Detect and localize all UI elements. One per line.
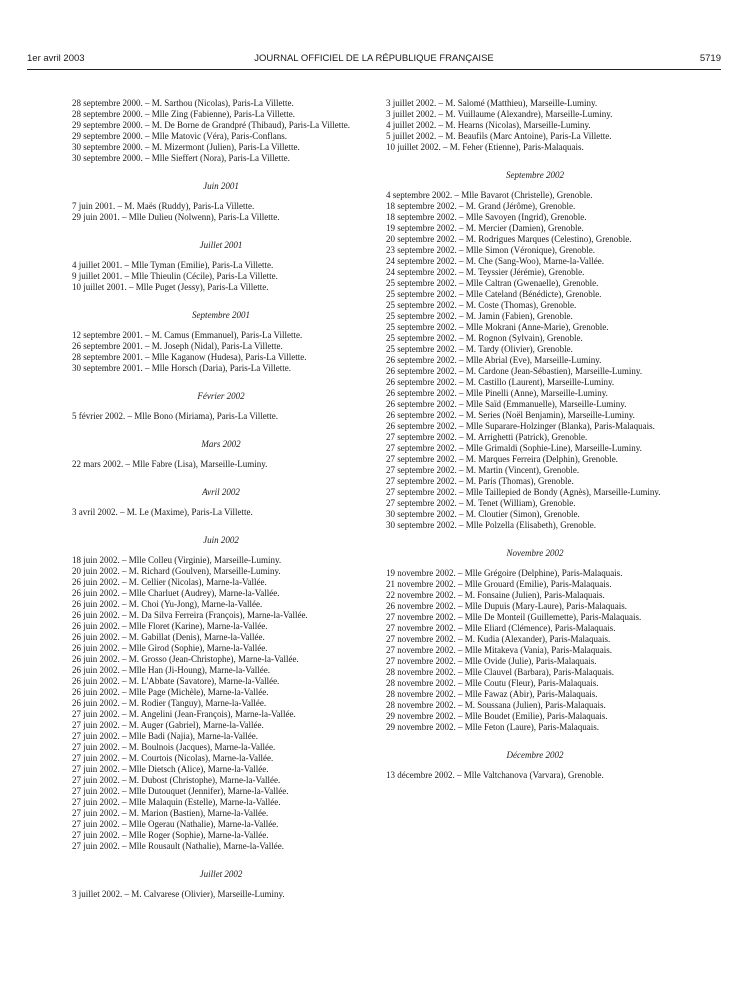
list-item: 27 juin 2002. – M. Courtois (Nicolas), Marne-la-Vallée.	[72, 753, 274, 763]
list-item: 26 juin 2002. – M. L'Abbate (Savatore), Marne-la-Vallée.	[72, 676, 280, 686]
list-item: 4 septembre 2002. – Mlle Bavarot (Christelle), Grenoble.	[386, 190, 593, 200]
list-item: 13 décembre 2002. – Mlle Valtchanova (Varvara), Grenoble.	[386, 770, 604, 780]
list-item: 28 novembre 2002. – M. Soussana (Julien), Paris-Malaquais.	[386, 700, 606, 710]
list-item: 27 septembre 2002. – M. Marques Ferreira (Delphin), Grenoble.	[386, 454, 618, 464]
list-item: 27 novembre 2002. – M. Kudia (Alexander), Paris-Malaquais.	[386, 634, 611, 644]
list-item: 3 juillet 2002. – M. Vuillaume (Alexandre), Marseille-Luminy.	[386, 109, 613, 119]
list-item: 28 novembre 2002. – Mlle Coutu (Fleur), Paris-Malaquais.	[386, 678, 599, 688]
left-column	[72, 98, 370, 900]
list-item: 10 juillet 2001. – Mlle Puget (Jessy), Paris-La Villette.	[72, 282, 269, 292]
list-item: 26 septembre 2002. – M. Cardone (Jean-Sébastien), Marseille-Luminy.	[386, 366, 643, 376]
list-item: 29 novembre 2002. – Mlle Feton (Laure), Paris-Malaquais.	[386, 722, 599, 732]
list-item: 26 juin 2002. – M. Choi (Yu-Jong), Marne-la-Vallée.	[72, 599, 263, 609]
list-item: 23 septembre 2002. – Mlle Simon (Véronique), Grenoble.	[386, 245, 595, 255]
section-heading: Décembre 2002	[506, 750, 564, 760]
list-item: 27 septembre 2002. – M. Martin (Vincent), Grenoble.	[386, 465, 580, 475]
list-item: 10 juillet 2002. – M. Feher (Etienne), Paris-Malaquais.	[386, 142, 584, 152]
list-item: 25 septembre 2002. – Mlle Mokrani (Anne-Marie), Grenoble.	[386, 322, 609, 332]
list-item: 26 septembre 2002. – M. Series (Noël Benjamin), Marseille-Luminy.	[386, 410, 635, 420]
list-item: 28 septembre 2001. – Mlle Kaganow (Hudesa), Paris-La Villette.	[72, 352, 307, 362]
list-item: 26 juin 2002. – Mlle Han (Ji-Houng), Marne-la-Vallée.	[72, 665, 270, 675]
section-heading: Avril 2002	[202, 487, 240, 497]
list-item: 26 novembre 2002. – Mlle Dupuis (Mary-Laure), Paris-Malaquais.	[386, 601, 627, 611]
list-item: 27 septembre 2002. – Mlle Grimaldi (Sophie-Line), Marseille-Luminy.	[386, 443, 642, 453]
header-rule	[27, 69, 721, 70]
list-item: 21 novembre 2002. – Mlle Grouard (Emilie), Paris-Malaquais.	[386, 579, 612, 589]
list-item: 26 septembre 2002. – Mlle Saïd (Emmanuelle), Marseille-Luminy.	[386, 399, 627, 409]
list-item: 20 septembre 2002. – M. Rodrigues Marques (Celestino), Grenoble.	[386, 234, 632, 244]
section-heading: Septembre 2002	[506, 170, 564, 180]
list-item: 4 juillet 2002. – M. Hearns (Nicolas), Marseille-Luminy.	[386, 120, 591, 130]
list-item: 27 novembre 2002. – Mlle Eliard (Clémence), Paris-Malaquais.	[386, 623, 616, 633]
list-item: 26 juin 2002. – M. Grosso (Jean-Christophe), Marne-la-Vallée.	[72, 654, 299, 664]
list-item: 27 novembre 2002. – Mlle Mitakeva (Vania), Paris-Malaquais.	[386, 645, 612, 655]
list-item: 18 septembre 2002. – M. Grand (Jérôme), Grenoble.	[386, 201, 576, 211]
list-item: 26 septembre 2002. – Mlle Suparare-Holzinger (Blanka), Paris-Malaquais.	[386, 421, 655, 431]
list-item: 27 juin 2002. – Mlle Badi (Najia), Marne-la-Vallée.	[72, 731, 258, 741]
list-item: 27 juin 2002. – M. Angelini (Jean-François), Marne-la-Vallée.	[72, 709, 296, 719]
list-item: 27 juin 2002. – Mlle Rousault (Nathalie), Marne-la-Vallée.	[72, 841, 284, 851]
list-item: 27 juin 2002. – M. Dubost (Christophe), Marne-la-Vallée.	[72, 775, 281, 785]
list-item: 27 septembre 2002. – M. Tenet (William), Grenoble.	[386, 498, 576, 508]
list-item: 27 novembre 2002. – Mlle Ovide (Julie), Paris-Malaquais.	[386, 656, 597, 666]
list-item: 3 juillet 2002. – M. Calvarese (Olivier), Marseille-Luminy.	[72, 889, 285, 899]
list-item: 5 juillet 2002. – M. Beaufils (Marc Antoine), Paris-La Villette.	[386, 131, 612, 141]
list-item: 28 septembre 2000. – M. Sarthou (Nicolas), Paris-La Villette.	[72, 98, 294, 108]
list-item: 26 juin 2002. – M. Rodier (Tanguy), Marne-la-Vallée.	[72, 698, 267, 708]
list-item: 29 septembre 2000. – M. De Borne de Grandpré (Thibaud), Paris-La Villette.	[72, 120, 350, 130]
list-item: 25 septembre 2002. – M. Coste (Thomas), Grenoble.	[386, 300, 577, 310]
list-item: 27 juin 2002. – Mlle Dutouquet (Jennifer), Marne-la-Vallée.	[72, 786, 289, 796]
list-item: 22 novembre 2002. – M. Fonsaine (Julien), Paris-Malaquais.	[386, 590, 605, 600]
page-header	[27, 53, 721, 67]
list-item: 27 juin 2002. – Mlle Dietsch (Alice), Marne-la-Vallée.	[72, 764, 269, 774]
list-item: 26 juin 2002. – M. Da Silva Ferreira (François), Marne-la-Vallée.	[72, 610, 308, 620]
list-item: 19 novembre 2002. – Mlle Grégoire (Delphine), Paris-Malaquais.	[386, 568, 623, 578]
list-item: 22 mars 2002. – Mlle Fabre (Lisa), Marseille-Luminy.	[72, 459, 268, 469]
list-item: 27 juin 2002. – M. Marion (Bastien), Marne-la-Vallée.	[72, 808, 269, 818]
section-heading: Juin 2001	[203, 181, 239, 191]
list-item: 26 juin 2002. – Mlle Girod (Sophie), Marne-la-Vallée.	[72, 643, 268, 653]
list-item: 27 juin 2002. – Mlle Ogerau (Nathalie), Marne-la-Vallée.	[72, 819, 279, 829]
section-heading: Juillet 2002	[199, 869, 243, 879]
section-heading: Septembre 2001	[192, 310, 250, 320]
list-item: 27 juin 2002. – M. Boulnois (Jacques), Marne-la-Vallée.	[72, 742, 276, 752]
list-item: 27 septembre 2002. – M. Paris (Thomas), Grenoble.	[386, 476, 574, 486]
section-heading: Juin 2002	[203, 535, 239, 545]
list-item: 4 juillet 2001. – Mlle Tyman (Emilie), Paris-La Villette.	[72, 260, 274, 270]
list-item: 24 septembre 2002. – M. Che (Sang-Woo), Marne-la-Vallée.	[386, 256, 604, 266]
list-item: 25 septembre 2002. – M. Jamin (Fabien), Grenoble.	[386, 311, 573, 321]
list-item: 25 septembre 2002. – M. Tardy (Olivier), Grenoble.	[386, 344, 573, 354]
list-item: 3 avril 2002. – M. Le (Maxime), Paris-La Villette.	[72, 507, 253, 517]
list-item: 27 juin 2002. – Mlle Malaquin (Estelle), Marne-la-Vallée.	[72, 797, 281, 807]
list-item: 25 septembre 2002. – Mlle Caltran (Gwenaelle), Grenoble.	[386, 278, 599, 288]
list-item: 29 novembre 2002. – Mlle Boudet (Emilie), Paris-Malaquais.	[386, 711, 608, 721]
list-item: 26 juin 2002. – M. Cellier (Nicolas), Marne-la-Vallée.	[72, 577, 267, 587]
section-heading: Février 2002	[197, 391, 245, 401]
list-item: 26 septembre 2002. – Mlle Abrial (Eve), Marseille-Luminy.	[386, 355, 602, 365]
list-item: 26 juin 2002. – Mlle Charluet (Audrey), Marne-la-Vallée.	[72, 588, 280, 598]
list-item: 27 septembre 2002. – Mlle Taillepied de Bondy (Agnès), Marseille-Luminy.	[386, 487, 661, 497]
list-item: 27 novembre 2002. – Mlle De Monteil (Guillemette), Paris-Malaquais.	[386, 612, 642, 622]
list-item: 26 septembre 2002. – M. Castillo (Laurent), Marseille-Luminy.	[386, 377, 615, 387]
list-item: 26 juin 2002. – Mlle Floret (Karine), Marne-la-Vallée.	[72, 621, 268, 631]
list-item: 28 novembre 2002. – Mlle Clauvel (Barbara), Paris-Malaquais.	[386, 667, 614, 677]
right-column	[386, 98, 684, 781]
list-item: 24 septembre 2002. – M. Teyssier (Jérémie), Grenoble.	[386, 267, 585, 277]
list-item: 26 septembre 2002. – Mlle Pinelli (Anne), Marseille-Luminy.	[386, 388, 608, 398]
section-heading: Novembre 2002	[506, 548, 564, 558]
list-item: 29 juin 2001. – Mlle Dulieu (Nolwenn), Paris-La Villette.	[72, 212, 280, 222]
list-item: 25 septembre 2002. – Mlle Cateland (Bénédicte), Grenoble.	[386, 289, 602, 299]
list-item: 19 septembre 2002. – M. Mercier (Damien), Grenoble.	[386, 223, 584, 233]
journal-title: JOURNAL OFFICIEL DE LA RÉPUBLIQUE FRANÇAISE	[254, 53, 494, 64]
list-item: 20 juin 2002. – M. Richard (Goulven), Marseille-Luminy.	[72, 566, 281, 576]
list-item: 26 juin 2002. – Mlle Page (Michèle), Marne-la-Vallée.	[72, 687, 269, 697]
list-item: 30 septembre 2002. – Mlle Polzella (Elisabeth), Grenoble.	[386, 520, 596, 530]
list-item: 7 juin 2001. – M. Maës (Ruddy), Paris-La Villette.	[72, 201, 255, 211]
list-item: 18 septembre 2002. – Mlle Savoyen (Ingrid), Grenoble.	[386, 212, 587, 222]
list-item: 28 novembre 2002. – Mlle Fawaz (Abir), Paris-Malaquais.	[386, 689, 598, 699]
section-heading: Mars 2002	[201, 439, 241, 449]
list-item: 30 septembre 2001. – Mlle Horsch (Daria), Paris-La Villette.	[72, 363, 291, 373]
list-item: 3 juillet 2002. – M. Salomé (Matthieu), Marseille-Luminy.	[386, 98, 598, 108]
list-item: 29 septembre 2000. – Mlle Matovic (Véra), Paris-Conflans.	[72, 131, 287, 141]
list-item: 9 juillet 2001. – Mlle Thieulin (Cécile), Paris-La Villette.	[72, 271, 278, 281]
list-item: 18 juin 2002. – Mlle Colleu (Virginie), Marseille-Luminy.	[72, 555, 282, 565]
issue-date: 1er avril 2003	[27, 53, 85, 64]
list-item: 25 septembre 2002. – M. Rognon (Sylvain), Grenoble.	[386, 333, 583, 343]
list-item: 26 juin 2002. – M. Gabillat (Denis), Marne-la-Vallée.	[72, 632, 265, 642]
list-item: 30 septembre 2000. – Mlle Sieffert (Nora), Paris-La Villette.	[72, 153, 290, 163]
list-item: 30 septembre 2002. – M. Cloutier (Simon), Grenoble.	[386, 509, 580, 519]
list-item: 27 juin 2002. – Mlle Roger (Sophie), Marne-la-Vallée.	[72, 830, 269, 840]
page-number: 5719	[699, 53, 721, 64]
list-item: 5 février 2002. – Mlle Bono (Miriama), Paris-La Villette.	[72, 411, 278, 421]
section-heading: Juillet 2001	[199, 240, 243, 250]
list-item: 27 juin 2002. – M. Auger (Gabriel), Marne-la-Vallée.	[72, 720, 264, 730]
list-item: 30 septembre 2000. – M. Mizermont (Julien), Paris-La Villette.	[72, 142, 300, 152]
list-item: 27 septembre 2002. – M. Arrighetti (Patrick), Grenoble.	[386, 432, 588, 442]
list-item: 26 septembre 2001. – M. Joseph (Nidal), Paris-La Villette.	[72, 341, 283, 351]
list-item: 12 septembre 2001. – M. Camus (Emmanuel), Paris-La Villette.	[72, 330, 303, 340]
list-item: 28 septembre 2000. – Mlle Zing (Fabienne), Paris-La Villette.	[72, 109, 295, 119]
